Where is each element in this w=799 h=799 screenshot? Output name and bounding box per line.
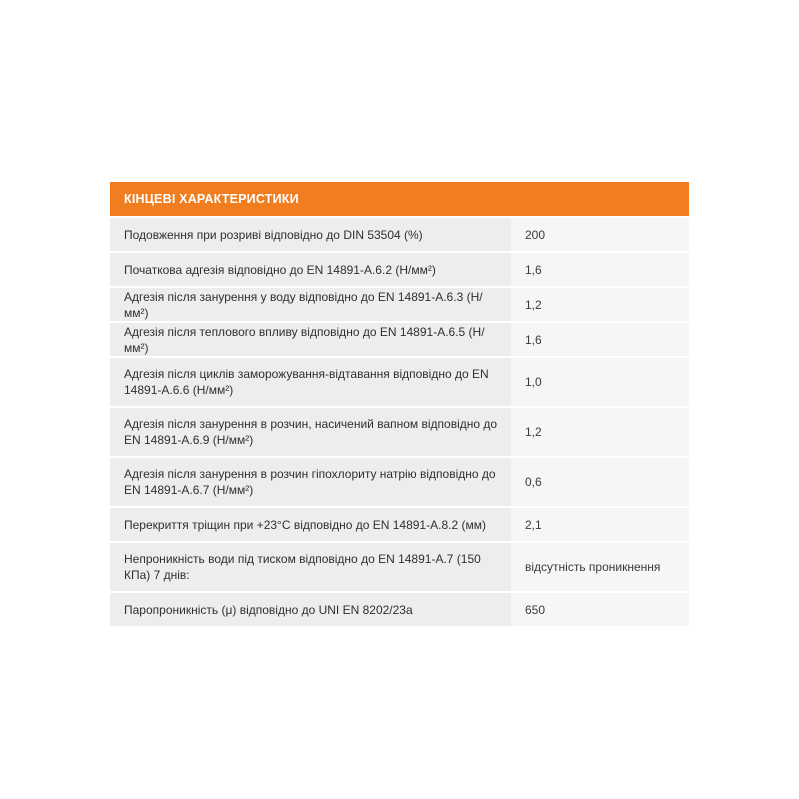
row-value: 2,1 (511, 508, 689, 541)
row-value: 1,0 (511, 358, 689, 406)
row-value: 1,6 (511, 323, 689, 356)
row-label: Непроникність води під тиском відповідно до EN 14891-A.7 (150 КПа) 7 днів: (110, 543, 511, 591)
table-row (110, 288, 689, 323)
table-row (110, 458, 689, 508)
table-row (110, 508, 689, 543)
row-value: 1,6 (511, 253, 689, 286)
row-label: Адгезія після циклів заморожування-відтавання відповідно до EN 14891-A.6.6 (Н/мм²) (110, 358, 511, 406)
row-value: 1,2 (511, 408, 689, 456)
row-value: 200 (511, 218, 689, 251)
table-row (110, 323, 689, 358)
table-row (110, 593, 689, 628)
row-value: 650 (511, 593, 689, 626)
row-label: Паропроникність (μ) відповідно до UNI EN 8202/23a (110, 593, 511, 626)
row-label: Адгезія після занурення в розчин гіпохлориту натрію відповідно до EN 14891-A.6.7 (Н/мм²) (110, 458, 511, 506)
table-row (110, 218, 689, 253)
row-label: Адгезія після занурення в розчин, насичений вапном відповідно до EN 14891-A.6.9 (Н/мм²) (110, 408, 511, 456)
table-row (110, 543, 689, 593)
row-label: Початкова адгезія відповідно до EN 14891-A.6.2 (Н/мм²) (110, 253, 511, 286)
table-row (110, 253, 689, 288)
specifications-table (110, 182, 689, 628)
row-label: Адгезія після теплового впливу відповідно до EN 14891-A.6.5 (Н/мм²) (110, 323, 511, 356)
row-label: Подовження при розриві відповідно до DIN 53504 (%) (110, 218, 511, 251)
row-value: 0,6 (511, 458, 689, 506)
row-value: 1,2 (511, 288, 689, 321)
row-value: відсутність проникнення (511, 543, 689, 591)
table-row (110, 408, 689, 458)
table-header: КІНЦЕВІ ХАРАКТЕРИСТИКИ (110, 182, 689, 218)
row-label: Адгезія після занурення у воду відповідно до EN 14891-A.6.3 (Н/мм²) (110, 288, 511, 321)
row-label: Перекриття тріщин при +23°C відповідно до EN 14891-A.8.2 (мм) (110, 508, 511, 541)
table-row (110, 358, 689, 408)
